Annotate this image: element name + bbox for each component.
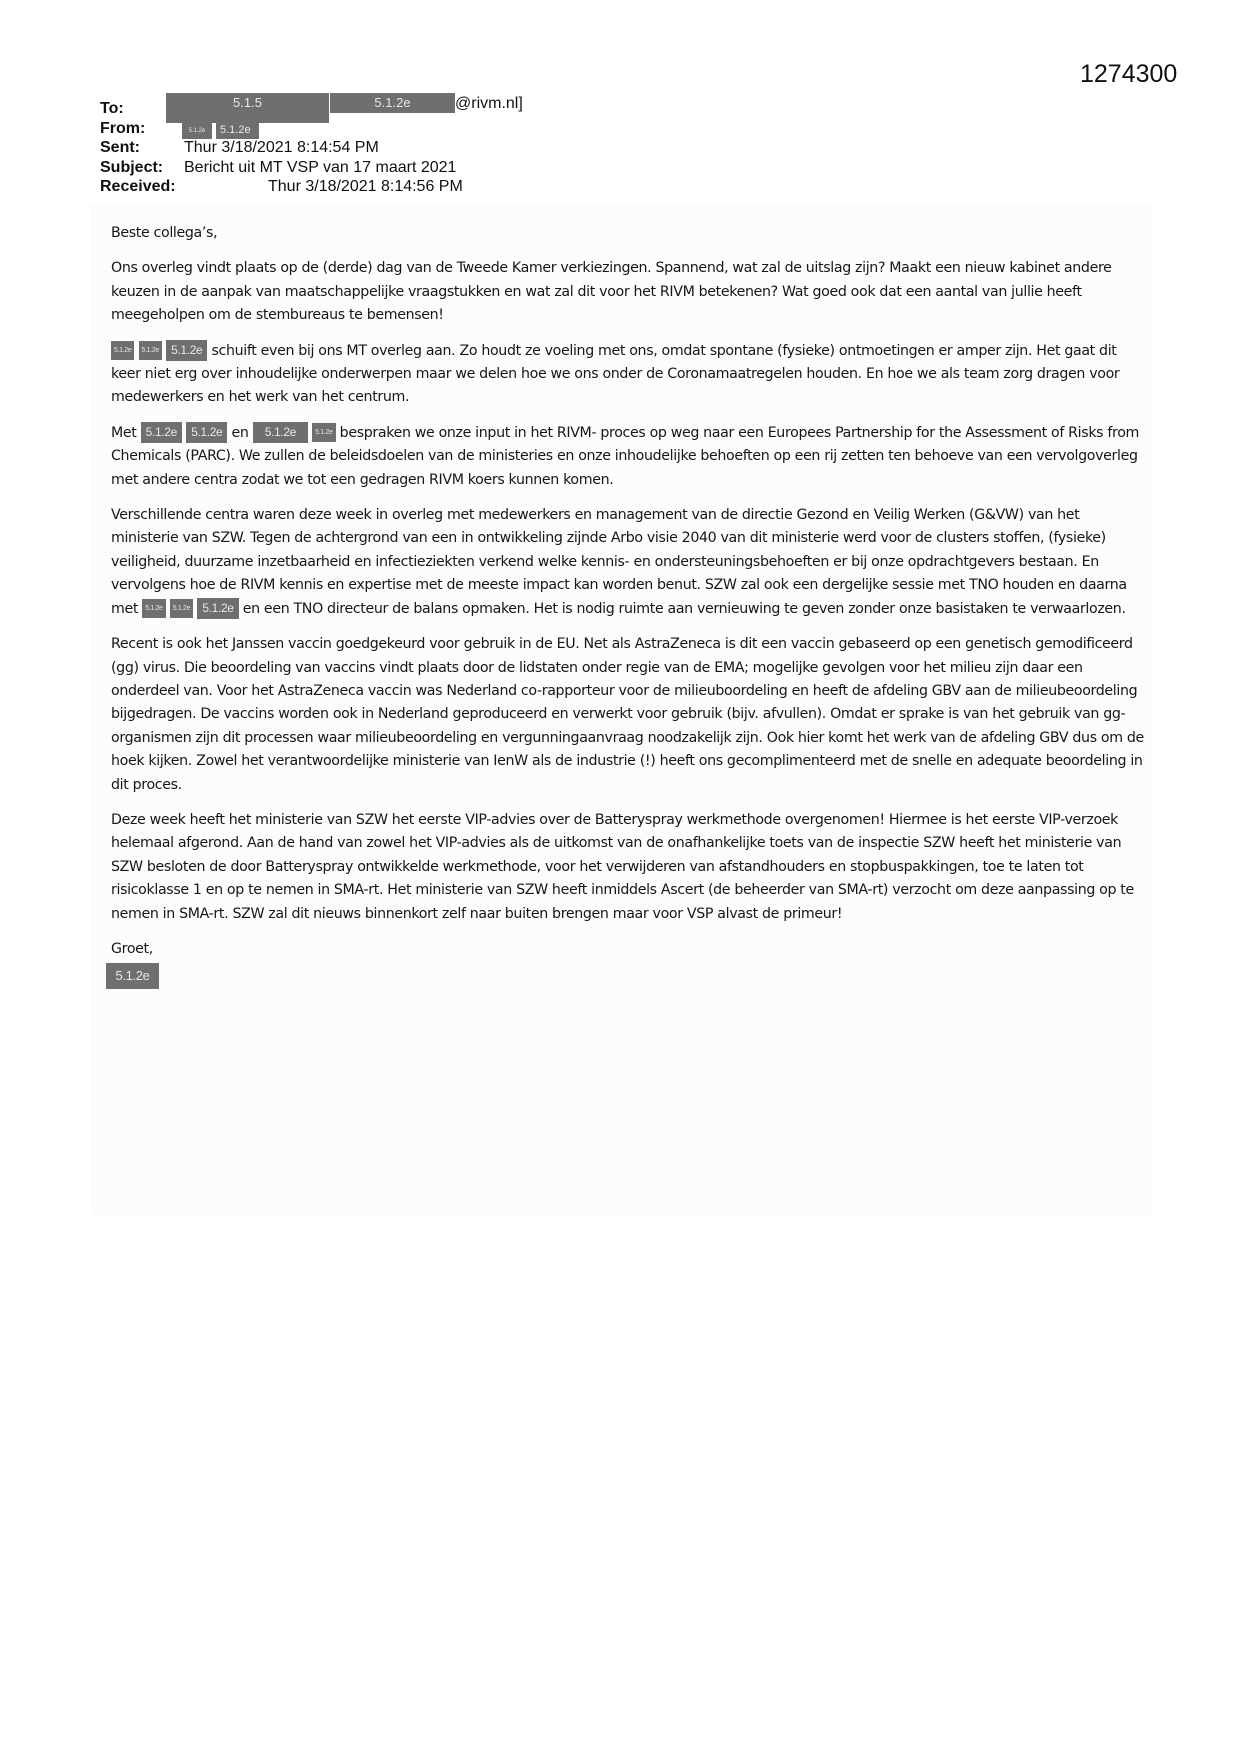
redaction-block: 5.1.2e xyxy=(142,599,165,618)
paragraph-elections: Ons overleg vindt plaats op de (derde) dag van de Tweede Kamer verkiezingen. Spannend, wat zal de uitslag zijn? Maakt een nieuw kabinet andere keuzen in de aanpak van maatschappelijke vraagstukken en wat zal dit voor het RIVM betekenen? Wat goed ook dat een aantal van jullie heeft meegeholpen om de stembureaus te bemensen! xyxy=(111,260,1112,324)
paragraph-text: bespraken we onze input in het RIVM- proces op weg naar een Europees Partnership for the Assessment of Risks from Chemicals (PARC). We zullen de beleidsdoelen van de ministeries en onze inhoudelijke behoeften op een rij zetten ten behoeve van een vervolgoverleg met andere centra zodat we tot een gedragen RIVM koers kunnen komen. xyxy=(111,424,1140,488)
paragraph-text: en een TNO directeur de balans opmaken. Het is nodig ruimte aan vernieuwing te geven zonder onze basistaken te verwaarlozen. xyxy=(238,600,1126,617)
paragraph-text: Verschillende centra waren deze week in overleg met medewerkers en management van de directie Gezond en Veilig Werken (G&VW) van het ministerie van SZW. Tegen de achtergrond van een in ontwikkeling zijnde Arbo visie 2040 van dit ministerie werd voor de clusters stoffen, (fysieke) veiligheid, duurzame inzetbaarheid en infectieziekten verkend welke kennis- en ondersteuningsbehoeften er bij onze opdrachtgevers bestaan. En vervolgens hoe de RIVM kennis en expertise met de meeste impact kan worden benut. SZW zal ook een dergelijke sessie met TNO houden en daarna met xyxy=(111,507,1127,617)
redaction-block: 5.1.2e xyxy=(182,123,212,139)
paragraph-visit xyxy=(111,340,1146,410)
from-label: From: xyxy=(100,119,146,137)
document-id: 1274300 xyxy=(1080,60,1178,88)
redaction-block: 5.1.2e xyxy=(186,422,227,443)
message-body xyxy=(111,222,1146,989)
redaction-block: 5.1.2e xyxy=(106,963,159,989)
to-label: To: xyxy=(100,100,124,117)
received-label: Received: xyxy=(100,178,176,195)
redaction-block: 5.1.2e xyxy=(253,422,308,443)
paragraph-text: en xyxy=(227,424,253,441)
paragraph-parc xyxy=(111,422,1146,492)
signature xyxy=(111,963,1146,989)
redaction-block: 5.1.2e xyxy=(216,123,259,139)
redaction-block: 5.1.2e xyxy=(141,422,182,443)
redaction-block: 5.1.2e xyxy=(139,341,162,360)
sent-value: Thur 3/18/2021 8:14:54 PM xyxy=(184,139,379,156)
redaction-block: 5.1.2e xyxy=(312,423,335,442)
sent-label: Sent: xyxy=(100,139,140,156)
to-domain: @rivm.nl] xyxy=(455,95,523,112)
paragraph-text: Met xyxy=(111,424,141,441)
closing: Groet, xyxy=(111,940,153,957)
redaction-block: 5.1.5 xyxy=(166,93,329,123)
to-value xyxy=(166,93,523,123)
redaction-block: 5.1.2e xyxy=(111,341,134,360)
paragraph-batteryspray: Deze week heeft het ministerie van SZW het eerste VIP-advies over de Batteryspray werkmethode overgenomen! Hiermee is het eerste VIP-verzoek helemaal afgerond. Aan de hand van zowel het VIP-advies als de uitkomst van de onafhankelijke toets van de inspectie SZW heeft het ministerie van SZW besloten de door Batteryspray ontwikkelde werkmethode, voor het verwijderen van afstandhouders en stopbuspakkingen, toe te laten tot risicoklasse 1 en op te nemen in SMA-rt. Het ministerie van SZW heeft inmiddels Ascert (de beheerder van SMA-rt) verzocht om deze aanpassing op te nemen in SMA-rt. SZW zal dit nieuws binnenkort zelf naar buiten brengen maar voor VSP alvast de primeur! xyxy=(111,811,1134,922)
redaction-block: 5.1.2e xyxy=(166,340,207,361)
paragraph-text: schuift even bij ons MT overleg aan. Zo houdt ze voeling met ons, omdat spontane (fysieke) ontmoetingen er amper zijn. Het gaat dit keer niet erg over inhoudelijke onderwerpen maar we delen hoe we ons onder de Coronamaatregelen houden. En hoe we als team zorg dragen voor medewerkers en het werk van het centrum. xyxy=(111,342,1120,406)
subject-label: Subject: xyxy=(100,158,164,176)
redaction-block: 5.1.2e xyxy=(197,598,238,619)
received-value: Thur 3/18/2021 8:14:56 PM xyxy=(268,178,463,195)
paragraph-vaccins: Recent is ook het Janssen vaccin goedgekeurd voor gebruik in de EU. Net als AstraZeneca is dit een vaccin gebaseerd op een genetisch gemodificeerd (gg) virus. Die beoordeling van vaccins vindt plaats door de lidstaten onder regie van de EMA; mogelijke gevolgen voor het milieu zijn daar een onderdeel van. Voor het AstraZeneca vaccin was Nederland co-rapporteur voor de milieuboordeling en heeft de afdeling GBV aan de milieubeoordeling bijgedragen. De vaccins worden ook in Nederland geproduceerd en verwerkt voor gebruik (bijv. afvullen). Omdat er sprake is van het gebruik van gg-organismen zijn dit processen waar milieubeoordeling en vergunningaanvraag noodzakelijk zijn. Ook hier komt het werk van de afdeling GBV dus om de hoek kijken. Zowel het verantwoordelijke ministerie van IenW als de industrie (!) heeft ons gecomplimenteerd met de snelle en adequate beoordeling in dit proces. xyxy=(111,636,1144,793)
redaction-block: 5.1.2e xyxy=(170,599,193,618)
greeting: Beste collega’s, xyxy=(111,225,218,241)
subject-value: Bericht uit MT VSP van 17 maart 2021 xyxy=(184,158,457,176)
paragraph-szw xyxy=(111,504,1146,621)
redaction-block: 5.1.2e xyxy=(330,93,455,113)
